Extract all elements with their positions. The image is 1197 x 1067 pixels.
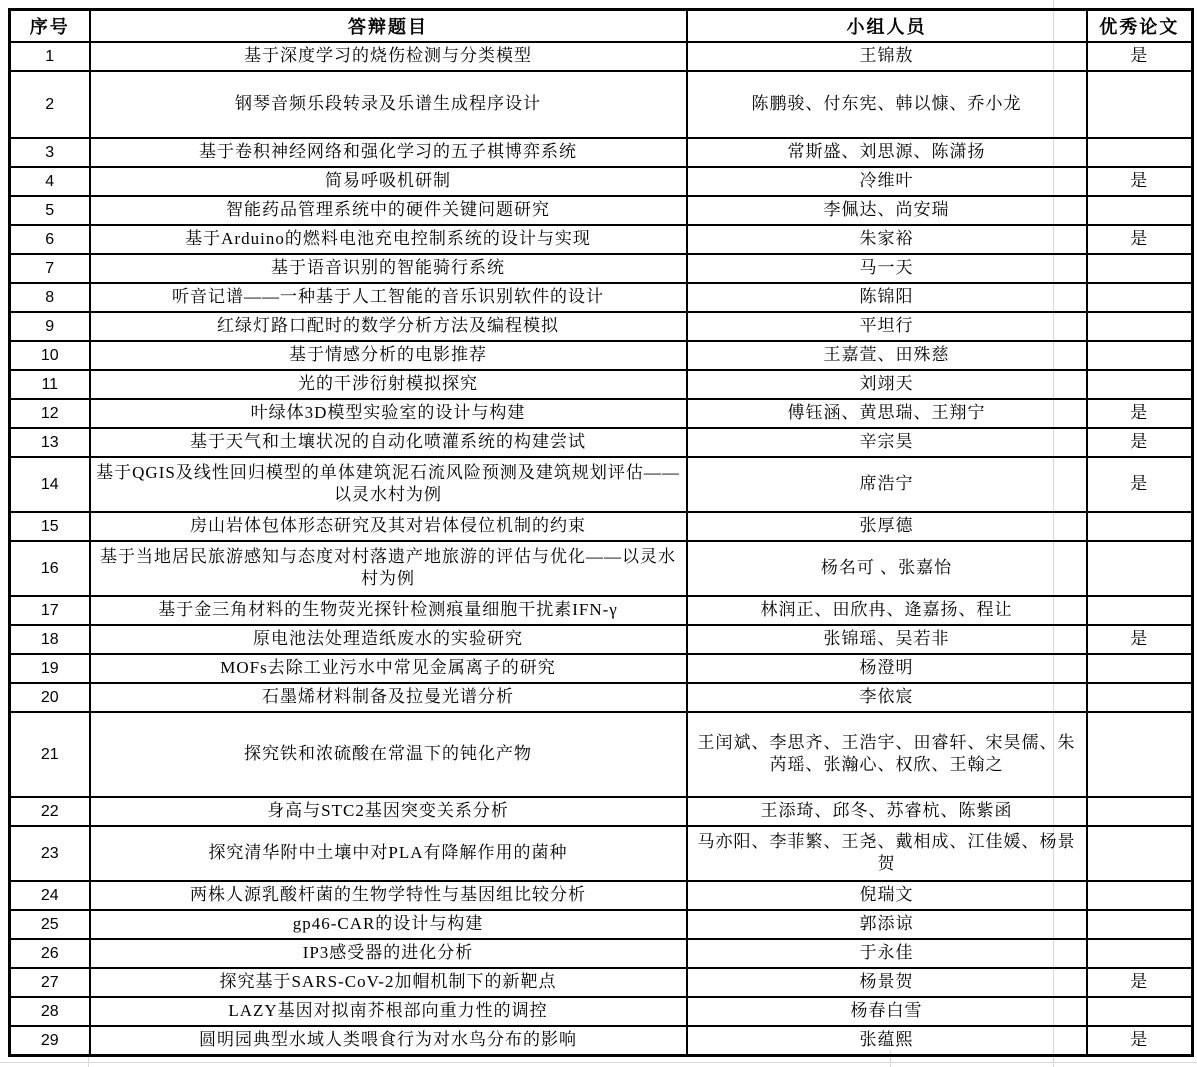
members-cell[interactable]: 王闰斌、李思齐、王浩宇、田睿轩、宋昊儒、朱芮瑶、张瀚心、权欣、王翰之 <box>687 712 1087 797</box>
row-number-cell[interactable]: 9 <box>10 312 90 341</box>
table-row <box>10 881 1193 910</box>
topic-cell[interactable]: 基于当地居民旅游感知与态度对村落遗产地旅游的评估与优化——以灵水村为例 <box>90 541 687 596</box>
row-number-cell[interactable]: 24 <box>10 881 90 910</box>
table-row <box>10 341 1193 370</box>
excellent-flag-cell[interactable]: 是 <box>1087 399 1193 428</box>
excellent-flag-cell[interactable] <box>1087 254 1193 283</box>
row-number-cell[interactable]: 18 <box>10 625 90 654</box>
table-row <box>10 138 1193 167</box>
topic-cell[interactable]: 简易呼吸机研制 <box>90 167 687 196</box>
table-row <box>10 596 1193 625</box>
table-row <box>10 939 1193 968</box>
members-cell[interactable]: 陈锦阳 <box>687 283 1087 312</box>
excellent-flag-cell[interactable] <box>1087 797 1193 826</box>
topic-cell[interactable]: 红绿灯路口配时的数学分析方法及编程模拟 <box>90 312 687 341</box>
topic-cell[interactable]: 探究清华附中土壤中对PLA有降解作用的菌种 <box>90 826 687 881</box>
members-cell[interactable]: 席浩宁 <box>687 457 1087 512</box>
table-header <box>10 10 1193 43</box>
topic-cell[interactable]: 基于语音识别的智能骑行系统 <box>90 254 687 283</box>
row-number-cell[interactable]: 22 <box>10 797 90 826</box>
excellent-flag-cell[interactable] <box>1087 512 1193 541</box>
row-number-cell[interactable]: 10 <box>10 341 90 370</box>
excellent-flag-cell[interactable] <box>1087 596 1193 625</box>
members-cell[interactable]: 倪瑞文 <box>687 881 1087 910</box>
row-number-cell[interactable]: 15 <box>10 512 90 541</box>
members-cell[interactable]: 王嘉萱、田殊慈 <box>687 341 1087 370</box>
topic-cell[interactable]: 两株人源乳酸杆菌的生物学特性与基因组比较分析 <box>90 881 687 910</box>
topic-cell[interactable]: 智能药品管理系统中的硬件关键问题研究 <box>90 196 687 225</box>
row-number-cell[interactable]: 21 <box>10 712 90 797</box>
excellent-flag-cell[interactable] <box>1087 312 1193 341</box>
excellent-flag-cell[interactable] <box>1087 997 1193 1026</box>
members-cell[interactable]: 于永佳 <box>687 939 1087 968</box>
members-cell[interactable]: 张锦瑶、吴若非 <box>687 625 1087 654</box>
excellent-flag-cell[interactable] <box>1087 654 1193 683</box>
members-cell[interactable]: 张厚德 <box>687 512 1087 541</box>
table-row <box>10 428 1193 457</box>
table-row <box>10 797 1193 826</box>
excellent-flag-cell[interactable]: 是 <box>1087 225 1193 254</box>
topic-cell[interactable]: 石墨烯材料制备及拉曼光谱分析 <box>90 683 687 712</box>
row-number-cell[interactable]: 19 <box>10 654 90 683</box>
excellent-flag-cell[interactable]: 是 <box>1087 42 1193 71</box>
table-row <box>10 683 1193 712</box>
members-cell[interactable]: 常斯盛、刘思源、陈潇扬 <box>687 138 1087 167</box>
topic-cell[interactable]: IP3感受器的进化分析 <box>90 939 687 968</box>
topic-cell[interactable]: 基于金三角材料的生物荧光探针检测痕量细胞干扰素IFN-γ <box>90 596 687 625</box>
topic-cell[interactable]: 基于卷积神经网络和强化学习的五子棋博弈系统 <box>90 138 687 167</box>
row-number-cell[interactable]: 11 <box>10 370 90 399</box>
excellent-flag-cell[interactable] <box>1087 683 1193 712</box>
table-row <box>10 1026 1193 1055</box>
table-row <box>10 283 1193 312</box>
excellent-flag-cell[interactable] <box>1087 826 1193 881</box>
topic-cell[interactable]: 基于情感分析的电影推荐 <box>90 341 687 370</box>
excellent-flag-cell[interactable]: 是 <box>1087 625 1193 654</box>
members-cell[interactable]: 平坦行 <box>687 312 1087 341</box>
topic-cell[interactable]: 基于QGIS及线性回归模型的单体建筑泥石流风险预测及建筑规划评估——以灵水村为例 <box>90 457 687 512</box>
topic-cell[interactable]: 听音记谱——一种基于人工智能的音乐识别软件的设计 <box>90 283 687 312</box>
excellent-flag-cell[interactable] <box>1087 939 1193 968</box>
row-number-cell[interactable]: 2 <box>10 71 90 138</box>
excellent-flag-cell[interactable] <box>1087 283 1193 312</box>
row-number-cell[interactable]: 3 <box>10 138 90 167</box>
topic-cell[interactable]: 探究铁和浓硫酸在常温下的钝化产物 <box>90 712 687 797</box>
excellent-flag-cell[interactable] <box>1087 370 1193 399</box>
table-row <box>10 712 1193 797</box>
table-body <box>10 42 1193 1055</box>
table-row <box>10 512 1193 541</box>
table-row <box>10 399 1193 428</box>
members-cell[interactable]: 林润正、田欣冉、逄嘉扬、程让 <box>687 596 1087 625</box>
row-number-cell[interactable]: 4 <box>10 167 90 196</box>
row-number-cell[interactable]: 13 <box>10 428 90 457</box>
row-number-cell[interactable]: 29 <box>10 1026 90 1055</box>
members-cell[interactable]: 杨澄明 <box>687 654 1087 683</box>
members-cell[interactable]: 李依宸 <box>687 683 1087 712</box>
members-cell[interactable]: 马亦阳、李菲繁、王尧、戴相成、江佳媛、杨景贺 <box>687 826 1087 881</box>
excellent-flag-cell[interactable] <box>1087 910 1193 939</box>
members-cell[interactable]: 刘翊天 <box>687 370 1087 399</box>
topic-cell[interactable]: 光的干涉衍射模拟探究 <box>90 370 687 399</box>
row-number-cell[interactable]: 7 <box>10 254 90 283</box>
table-row <box>10 254 1193 283</box>
members-cell[interactable]: 马一天 <box>687 254 1087 283</box>
topic-cell[interactable]: 探究基于SARS-CoV-2加帽机制下的新靶点 <box>90 968 687 997</box>
thesis-defense-table <box>8 8 1194 1057</box>
header-cell-topic[interactable]: 答辩题目 <box>90 10 687 43</box>
table-row <box>10 312 1193 341</box>
members-cell[interactable]: 杨名可 、张嘉怡 <box>687 541 1087 596</box>
members-cell[interactable]: 陈鹏骏、付东宪、韩以慷、乔小龙 <box>687 71 1087 138</box>
table-row <box>10 167 1193 196</box>
table-row <box>10 541 1193 596</box>
topic-cell[interactable]: 钢琴音频乐段转录及乐谱生成程序设计 <box>90 71 687 138</box>
excellent-flag-cell[interactable]: 是 <box>1087 457 1193 512</box>
members-cell[interactable]: 冷维叶 <box>687 167 1087 196</box>
members-cell[interactable]: 王添琦、邱冬、苏睿杭、陈紫函 <box>687 797 1087 826</box>
row-number-cell[interactable]: 20 <box>10 683 90 712</box>
members-cell[interactable]: 张蕴熙 <box>687 1026 1087 1055</box>
header-cell-members[interactable]: 小组人员 <box>687 10 1087 43</box>
topic-cell[interactable]: 房山岩体包体形态研究及其对岩体侵位机制的约束 <box>90 512 687 541</box>
topic-cell[interactable]: 身高与STC2基因突变关系分析 <box>90 797 687 826</box>
header-cell-number[interactable]: 序号 <box>10 10 90 43</box>
excellent-flag-cell[interactable]: 是 <box>1087 968 1193 997</box>
excellent-flag-cell[interactable] <box>1087 541 1193 596</box>
row-number-cell[interactable]: 27 <box>10 968 90 997</box>
table-row <box>10 910 1193 939</box>
topic-cell[interactable]: 基于天气和土壤状况的自动化喷灌系统的构建尝试 <box>90 428 687 457</box>
members-cell[interactable]: 朱家裕 <box>687 225 1087 254</box>
excellent-flag-cell[interactable] <box>1087 881 1193 910</box>
members-cell[interactable]: 王锦敖 <box>687 42 1087 71</box>
row-number-cell[interactable]: 28 <box>10 997 90 1026</box>
table-row <box>10 196 1193 225</box>
members-cell[interactable]: 杨景贺 <box>687 968 1087 997</box>
table-row <box>10 654 1193 683</box>
row-number-cell[interactable]: 6 <box>10 225 90 254</box>
members-cell[interactable]: 郭添谅 <box>687 910 1087 939</box>
table-row <box>10 968 1193 997</box>
topic-cell[interactable]: 圆明园典型水域人类喂食行为对水鸟分布的影响 <box>90 1026 687 1055</box>
row-number-cell[interactable]: 14 <box>10 457 90 512</box>
table-row <box>10 997 1193 1026</box>
topic-cell[interactable]: 基于Arduino的燃料电池充电控制系统的设计与实现 <box>90 225 687 254</box>
sheet-gridline-horizontal <box>0 1062 1197 1063</box>
row-number-cell[interactable]: 26 <box>10 939 90 968</box>
row-number-cell[interactable]: 16 <box>10 541 90 596</box>
topic-cell[interactable]: 叶绿体3D模型实验室的设计与构建 <box>90 399 687 428</box>
topic-cell[interactable]: MOFs去除工业污水中常见金属离子的研究 <box>90 654 687 683</box>
topic-cell[interactable]: LAZY基因对拟南芥根部向重力性的调控 <box>90 997 687 1026</box>
excellent-flag-cell[interactable]: 是 <box>1087 1026 1193 1055</box>
excellent-flag-cell[interactable] <box>1087 712 1193 797</box>
header-cell-excellent[interactable]: 优秀论文 <box>1087 10 1193 43</box>
excellent-flag-cell[interactable] <box>1087 71 1193 138</box>
topic-cell[interactable]: 原电池法处理造纸废水的实验研究 <box>90 625 687 654</box>
members-cell[interactable]: 杨春白雪 <box>687 997 1087 1026</box>
excellent-flag-cell[interactable]: 是 <box>1087 428 1193 457</box>
excellent-flag-cell[interactable] <box>1087 196 1193 225</box>
excellent-flag-cell[interactable] <box>1087 138 1193 167</box>
row-number-cell[interactable]: 8 <box>10 283 90 312</box>
row-number-cell[interactable]: 23 <box>10 826 90 881</box>
members-cell[interactable]: 辛宗昊 <box>687 428 1087 457</box>
excellent-flag-cell[interactable] <box>1087 341 1193 370</box>
row-number-cell[interactable]: 25 <box>10 910 90 939</box>
row-number-cell[interactable]: 17 <box>10 596 90 625</box>
topic-cell[interactable]: 基于深度学习的烧伤检测与分类模型 <box>90 42 687 71</box>
table-row <box>10 225 1193 254</box>
row-number-cell[interactable]: 5 <box>10 196 90 225</box>
table-row <box>10 42 1193 71</box>
members-cell[interactable]: 傅钰涵、黄思瑞、王翔宁 <box>687 399 1087 428</box>
row-number-cell[interactable]: 12 <box>10 399 90 428</box>
table-row <box>10 457 1193 512</box>
excellent-flag-cell[interactable]: 是 <box>1087 167 1193 196</box>
members-cell[interactable]: 李佩达、尚安瑞 <box>687 196 1087 225</box>
table-row <box>10 71 1193 138</box>
row-number-cell[interactable]: 1 <box>10 42 90 71</box>
table-row <box>10 370 1193 399</box>
header-row <box>10 10 1193 43</box>
table-row <box>10 826 1193 881</box>
table-row <box>10 625 1193 654</box>
topic-cell[interactable]: gp46-CAR的设计与构建 <box>90 910 687 939</box>
